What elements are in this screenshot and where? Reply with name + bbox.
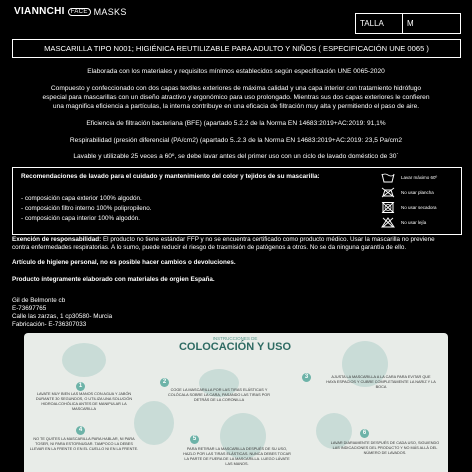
hand-washing-illustration (62, 343, 106, 377)
disclaimer-text-2: contra enfermedades respiratorias. A lo sumo, puede reducir el riesgo de trasmisión de patógenos a otros. No se da ninguna garantía de ello. (12, 244, 407, 251)
washable-text: Lavable y utilizable 25 veces a 60º, se debe lavar antes del primer uso con un ciclo de lavado doméstico de 30´ (73, 153, 399, 160)
step-number: 4 (76, 426, 85, 435)
origin-note: Producto íntegramente elaborado con materiales de orgien España. (12, 276, 215, 283)
care-title: Recomendaciones de lavado para el cuidado y mantenimiento del color y tejidos de su mascarilla: (21, 173, 320, 180)
breathability-text: Respirabilidad (presión diferencial (PA/cm2) (apartado 5..2.3 de la Norma EN 14683:2019+AC:2019: 23,5 Pa/cm2 (69, 137, 403, 144)
step-number: 5 (190, 435, 199, 444)
step-number: 6 (360, 429, 369, 438)
disclaimer-label: Exención de responsabilidad: (12, 236, 102, 243)
infographic-subtitle: INSTRUCCIONES DE (212, 336, 258, 341)
no-bleach-icon (381, 217, 395, 228)
care-dryer (381, 202, 437, 213)
brand-face-badge: FACE (68, 8, 91, 16)
description-line: Compuesto y confeccionado con dos capas textiles exteriores de máxima calidad y una capa interior con tratamiento hidrófugo (50, 85, 422, 92)
composition-line: - composición capa exterior 100% algodón. (21, 195, 142, 202)
care-dryer-label: No usar secadora (401, 205, 437, 210)
description-line: especial para mascarillas con un diseño atractivo y ergonómico para uso prolongado. Mientras sus dos capas exteriores le confieren (42, 94, 430, 101)
description-text (12, 84, 460, 111)
step-number: 1 (76, 382, 85, 391)
description-line: una magnifica eficiencia a partículas, la interna contribuye en una eficacia de filtración muy alta y permitiendo el paso de aire. (52, 103, 420, 110)
company-line: Calle las zarzas, 1 cp30580- Murcia (12, 313, 113, 320)
composition-line: - composición capa interior 100% algodón. (21, 215, 141, 222)
step-number: 2 (160, 378, 169, 387)
hygiene-note: Artículo de higiene personal, no es posible hacer cambios o devoluciones. (12, 259, 236, 266)
care-wash-label: Lavar máximo 60º (401, 175, 438, 180)
disclaimer-text: El producto no tiene estándar FFP y no se encuentra certificado como producto médico. Usar la mascarilla no previene (101, 236, 435, 243)
composition-line: - composición filtro interno 100% polipropileno. (21, 205, 152, 212)
step-text: NO TE QUITES LA MASCARILLA PARA HABLAR, NI PARA TOSER, NI PARA ESTORNUDAR. TAMPOCO LA DEBES LLEVAR EN LA FRENTE O EN EL CUELLO NI EN LA FRENTE. (29, 437, 139, 451)
disclaimer (12, 236, 460, 252)
wash-60-icon (381, 172, 395, 183)
care-iron (381, 187, 434, 198)
company-line: Gil de Belmonte cb (12, 297, 66, 304)
care-bleach (381, 217, 426, 228)
step-number: 3 (302, 373, 311, 382)
infographic-header (162, 336, 308, 370)
bfe-text: Eficiencia de filtración bacteriana (BFE) (apartado 5.2.2 de la Norma EN 14683:2019+AC:2019: 91,1% (86, 120, 386, 127)
no-tumble-dry-icon (381, 202, 395, 213)
step-text: LAVATE MUY BIEN LAS MANOS CON AGUA Y JABÓN DURANTE 30 SEGUNDOS, O UTILIZA UNA SOLUCIÓN HIDROALCOHÓLICA ANTES DE MANIPULAR LA MASCARILLA (35, 392, 133, 411)
step-text: LAVAR DIARIAMENTE DESPUÉS DE CADA USO, SIGUIENDO LAS INDICACIONES DEL PRODUCTO Y NO MÁS ALLÁ DEL NÚMERO DE LAVADOS. (330, 441, 440, 455)
usage-infographic (24, 333, 448, 472)
brand-name: VIANNCHI (14, 6, 65, 17)
size-label: TALLA (356, 14, 403, 33)
product-title: MASCARILLA TIPO N001; HIGIÉNICA REUTILIZABLE PARA ADULTO Y NIÑOS ( ESPECIFICACIÓN UNE 0065 ) (12, 39, 461, 58)
company-line: Fabricación- E-736307033 (12, 321, 87, 328)
care-wash (381, 172, 437, 183)
step-text: COGE LA MASCARILLA POR LAS TIRAS ELÁSTICAS Y COLÓCALA SOBRE LA CARA, PASANDO LAS TIRAS POR DETRÁS DE LA CORONILLA (168, 388, 270, 402)
size-value: M (407, 19, 414, 28)
no-iron-icon (381, 187, 395, 198)
infographic-title: COLOCACIÓN Y USO (178, 341, 292, 353)
step-text: PARA RETIRAR LA MASCARILLA DESPUÉS DE SU USO, HAZLO POR LAS TIRAS ELÁSTICAS. NUNCA DEBES TOCAR LA PARTE DE FUERA DE LA MASCARILLA. LUEGO LÁVATE LAS MANOS. (183, 447, 291, 466)
no-talking-illustration (134, 401, 174, 445)
brand-logo (14, 6, 127, 17)
materials-text: Elaborada con los materiales y requisitos mínimos establecidos según especificación UNE 0065-2020 (87, 68, 385, 75)
care-box (12, 167, 462, 235)
care-iron-label: No usar plancha (401, 190, 434, 195)
company-line: E-73697765 (12, 305, 47, 312)
step-text: AJUSTA LA MASCARILLA A LA CARA PARA EVITAR QUE HAYA ESPACIOS Y CUBRE COMPLETAMENTE LA NARIZ Y LA BOCA (326, 375, 436, 389)
company-info (12, 297, 460, 329)
brand-masks: MASKS (93, 6, 127, 17)
care-bleach-label: No usar lejía (401, 220, 427, 225)
size-box (355, 13, 461, 34)
